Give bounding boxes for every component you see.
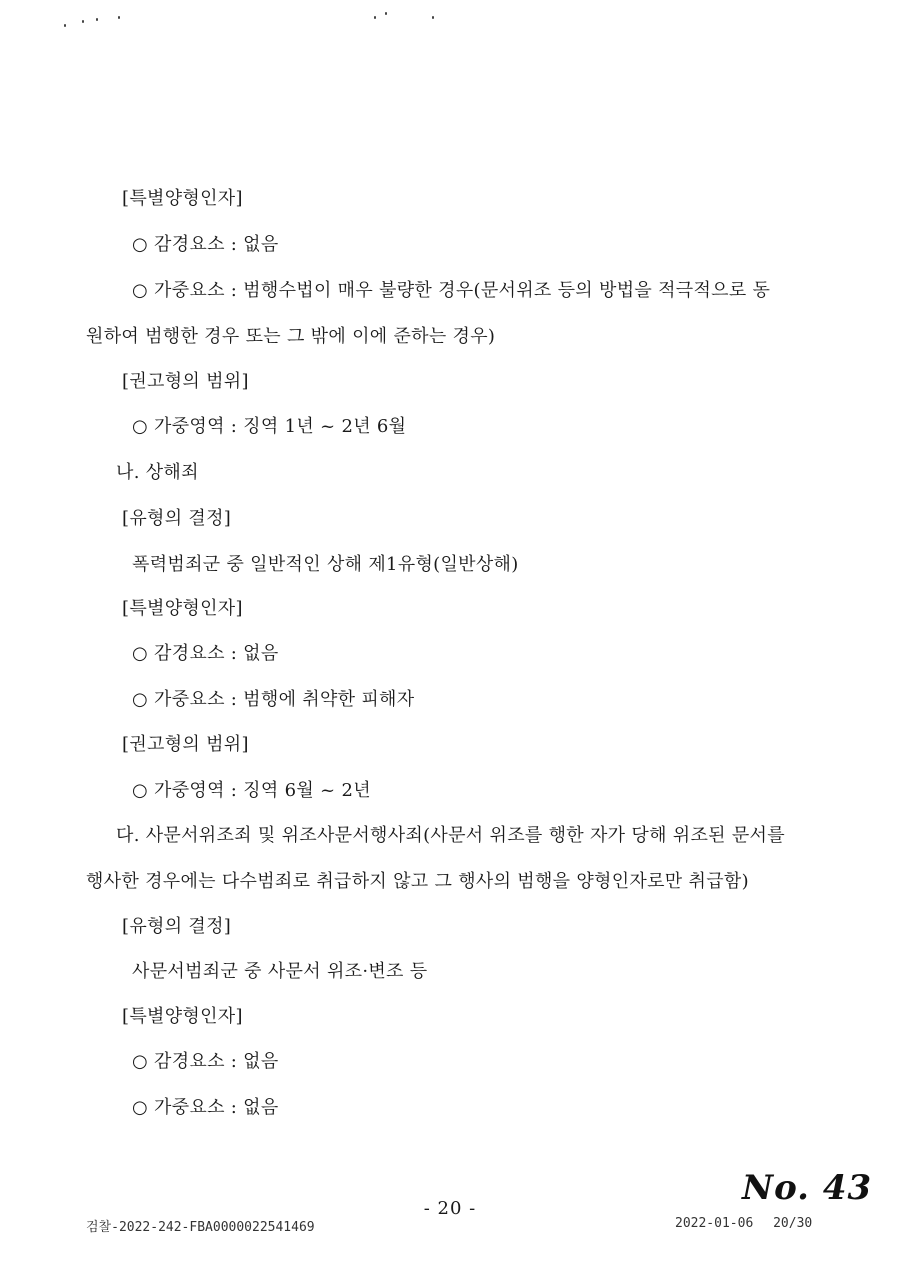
section-heading: [권고형의 범위] <box>122 371 249 392</box>
list-item: ○ 가중영역 : 징역 1년 ~ 2년 6월 <box>132 416 407 437</box>
list-item: ○ 감경요소 : 없음 <box>132 643 279 664</box>
paragraph-line: 원하여 범행한 경우 또는 그 밖에 이에 준하는 경우) <box>86 326 496 347</box>
paragraph-line: 폭력범죄군 중 일반적인 상해 제1유형(일반상해) <box>132 554 519 575</box>
footer-page-count: 20/30 <box>773 1216 813 1231</box>
list-item: ○ 가중영역 : 징역 6월 ~ 2년 <box>132 780 371 801</box>
section-heading: [유형의 결정] <box>122 508 232 529</box>
scan-speck <box>96 18 98 21</box>
footer-date: 2022-01-06 <box>675 1216 754 1231</box>
list-item: ○ 감경요소 : 없음 <box>132 1051 279 1072</box>
scan-speck <box>374 16 376 19</box>
scan-speck <box>385 12 387 15</box>
paragraph-line: 행사한 경우에는 다수범죄로 취급하지 않고 그 행사의 범행을 양형인자로만 취급함) <box>86 871 749 892</box>
scan-speck <box>432 16 434 19</box>
list-item: ○ 가중요소 : 범행에 취약한 피해자 <box>132 689 415 710</box>
scan-speck <box>82 20 84 23</box>
list-item: ○ 가중요소 : 범행수법이 매우 불량한 경우(문서위조 등의 방법을 적극적으로 동 <box>132 280 771 301</box>
subsection-title: 다. 사문서위조죄 및 위조사문서행사죄(사문서 위조를 행한 자가 당해 위조된 문서를 <box>116 825 785 846</box>
paragraph-line: 사문서범죄군 중 사문서 위조·변조 등 <box>132 961 428 982</box>
footer-document-id: 검찰-2022-242-FBA0000022541469 <box>86 1220 315 1235</box>
section-heading: [권고형의 범위] <box>122 734 249 755</box>
page-number: - 20 - <box>423 1198 477 1219</box>
subsection-title: 나. 상해죄 <box>116 462 199 483</box>
footer-date-page <box>675 1216 812 1231</box>
section-heading: [특별양형인자] <box>122 188 243 209</box>
list-item: ○ 감경요소 : 없음 <box>132 234 279 255</box>
list-item: ○ 가중요소 : 없음 <box>132 1097 279 1118</box>
section-heading: [특별양형인자] <box>122 598 243 619</box>
section-heading: [특별양형인자] <box>122 1006 243 1027</box>
scan-speck <box>64 24 66 27</box>
handwritten-page-stamp: No. 43 <box>742 1168 873 1208</box>
section-heading: [유형의 결정] <box>122 916 232 937</box>
scan-speck <box>118 16 120 19</box>
